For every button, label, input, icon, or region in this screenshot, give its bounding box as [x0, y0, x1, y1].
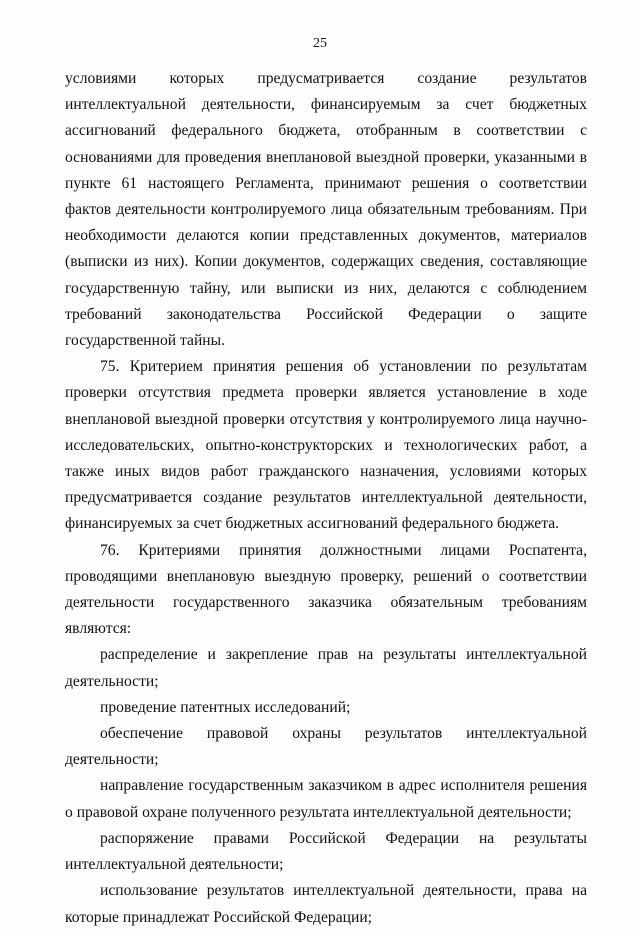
paragraph-76: 76. Критериями принятия должностными лицами Роспатента, проводящими внеплановую выездную проверку, решений о соответствии деятельности государственного заказчика обязательным требованиям являются: [65, 541, 587, 638]
criterion-item: использование результатов интеллектуальной деятельности, права на которые принадлежат Российской Федерации; [65, 882, 587, 926]
criterion-item: направление государственным заказчиком в адрес исполнителя решения о правовой охране полученного результата интеллектуальной деятельности; [65, 777, 587, 821]
criterion-item: распоряжение правами Российской Федерации на результаты интеллектуальной деятельности; [65, 829, 587, 874]
paragraph-75: 75. Критерием принятия решения об установлении по результатам проверки отсутствия предмета проверки является установление в ходе внеплановой выездной проверки отсутствия у контролируемого лица научно-исследовательских, опытно-конструкторских и технологических работ, а также иных видов работ гражданского назначения, условиями которых предусматривается создание результатов интеллектуальной деятельности, финансируемых за счет бюджетных ассигнований федерального бюджета. [65, 358, 587, 533]
criterion-item: проведение патентных исследований; [100, 698, 351, 716]
criterion-item: распределение и закрепление прав на результаты интеллектуальной деятельности; [65, 646, 587, 690]
paragraph-continuation: условиями которых предусматривается создание результатов интеллектуальной деятельности, финансируемым за счет бюджетных ассигнований федерального бюджета, отобранным в соответствии с основаниями для проведения внеплановой выездной проверки, указанными в пункте 61 настоящего Регламента, принимают решения о соответствии фактов деятельности контролируемого лица обязательным требованиям. При необходимости делаются копии представленных документов, материалов (выписки из них). Копии документов, содержащих сведения, составляющие государственную тайну, или выписки из них, делаются с соблюдением требований законодательства Российской Федерации о защите государственной тайны. [65, 70, 587, 350]
document-body [65, 66, 587, 931]
page-number: 25 [313, 36, 327, 51]
criterion-item: обеспечение правовой охраны результатов интеллектуальной деятельности; [65, 725, 587, 769]
